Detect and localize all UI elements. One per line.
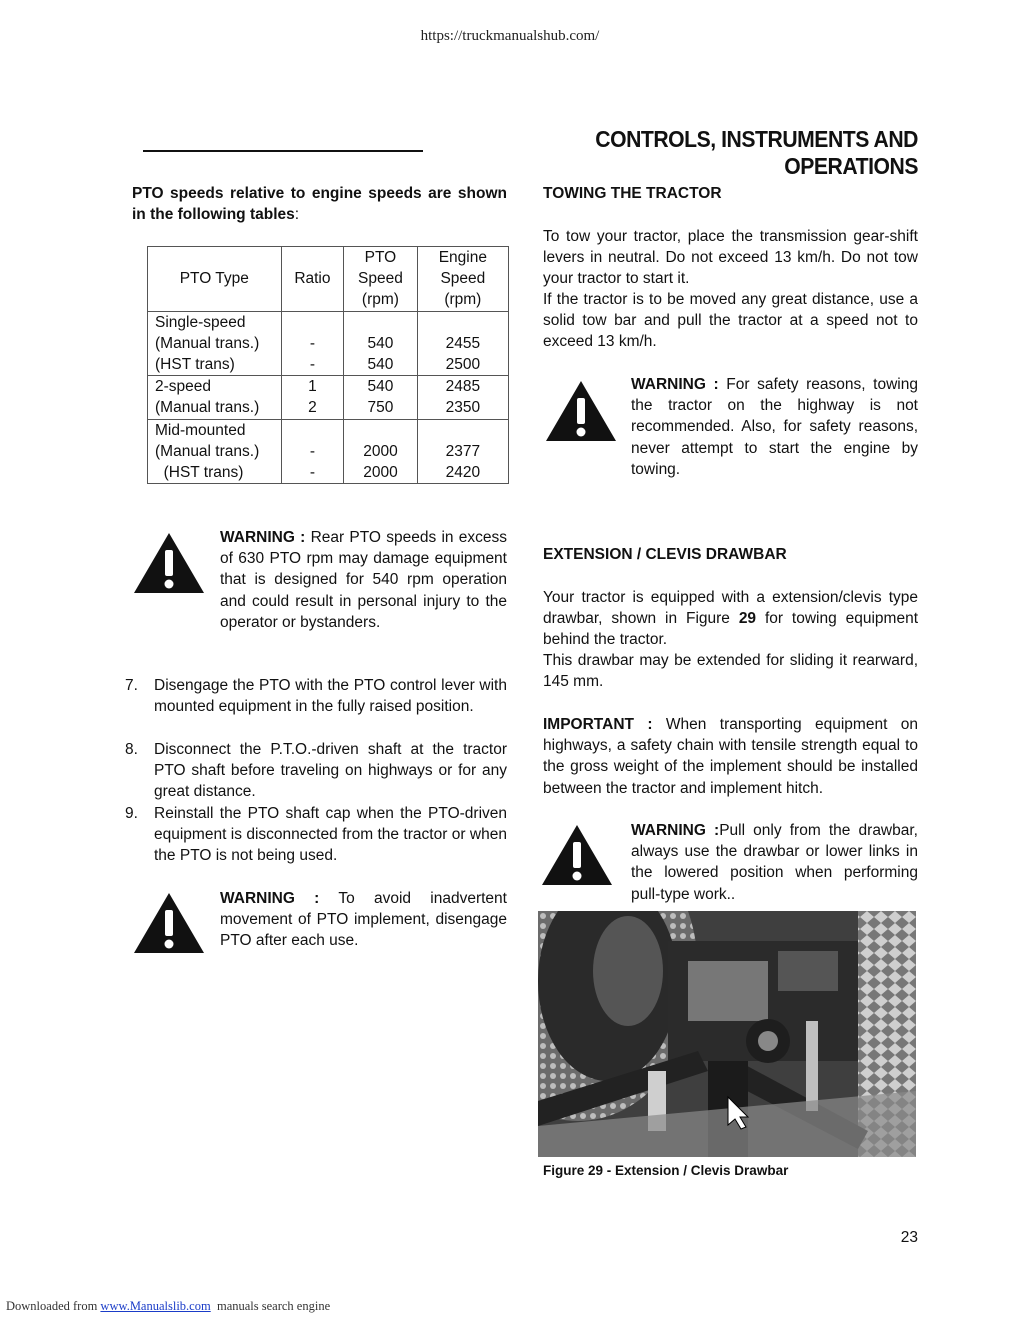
table-row <box>148 376 509 419</box>
section-title: CONTROLS, INSTRUMENTS AND OPERATIONS <box>595 126 918 179</box>
cell-pto-speed: 540 750 <box>344 376 418 419</box>
list-item: 9. Reinstall the PTO shaft cap when the PTO-driven equipment is disconnected from the tractor or when the PTO is not being used. <box>125 805 507 865</box>
cell-pto-speed: 2000 2000 <box>344 419 418 484</box>
towing-heading: TOWING THE TRACTOR <box>543 185 722 202</box>
towing-paragraph-1: To tow your tractor, place the transmission gear-shift levers in neutral. Do not exceed 13 km/h. Do not tow your tractor to start it. <box>543 228 918 288</box>
list-item: 8. Disconnect the P.T.O.-driven shaft at the tractor PTO shaft before traveling on highways or for any great distance. <box>125 741 507 801</box>
pto-intro-colon: : <box>294 206 300 224</box>
page-number: 23 <box>900 1229 918 1246</box>
pto-speed-table <box>147 246 509 484</box>
header-engine-speed: Engine Speed (rpm) <box>417 247 508 312</box>
important-label: IMPORTANT : <box>543 716 653 733</box>
warning-triangle-icon <box>131 890 207 956</box>
drawbar-photo <box>538 911 916 1157</box>
table-header-row <box>148 247 509 312</box>
source-url: https://truckmanualshub.com/ <box>420 28 600 44</box>
cell-engine-speed: 2455 2500 <box>417 311 508 376</box>
warning-label: WARNING : <box>631 376 719 393</box>
pto-intro-text: PTO speeds relative to engine speeds are shown in the following tables <box>132 185 507 224</box>
warning-triangle-icon <box>543 378 619 444</box>
warning-drawbar <box>631 820 918 905</box>
header-pto-speed: PTO Speed (rpm) <box>344 247 418 312</box>
cell-type: 2-speed (Manual trans.) <box>148 376 282 419</box>
important-text: When transporting equipment on highways, a safety chain with tensile strength equal to the gross weight of the implement should be installed between the tractor and implement hitch. <box>543 716 918 797</box>
cell-type: Single-speed (Manual trans.) (HST trans) <box>148 311 282 376</box>
warning-label: WARNING : <box>220 890 320 907</box>
header-ratio: Ratio <box>281 247 344 312</box>
warning-pto-disengage <box>220 888 507 952</box>
warning-towing <box>631 374 918 480</box>
cell-ratio: 1 2 <box>281 376 344 419</box>
cell-ratio: - - <box>281 419 344 484</box>
drawbar-paragraph-2: This drawbar may be extended for sliding it rearward, 145 mm. <box>543 652 918 691</box>
drawbar-heading: EXTENSION / CLEVIS DRAWBAR <box>543 546 787 563</box>
warning-label: WARNING : <box>220 529 306 546</box>
warning-text: To avoid inadvertent movement of PTO implement, disengage PTO after each use. <box>220 890 507 950</box>
towing-paragraph-2: If the tractor is to be moved any great distance, use a solid tow bar and pull the tractor at a speed not to exceed 13 km/h. <box>543 291 918 351</box>
warning-triangle-icon <box>539 822 615 888</box>
table-row <box>148 419 509 484</box>
header-rule <box>143 150 423 152</box>
pto-intro <box>132 183 507 225</box>
warning-text: Pull only from the drawbar, always use the drawbar or lower links in the lowered position when performing pull-type work.. <box>631 822 918 903</box>
list-item: 7. Disengage the PTO with the PTO control lever with mounted equipment in the fully raised position. <box>125 677 507 716</box>
warning-text: Rear PTO speeds in excess of 630 PTO rpm may damage equipment that is designed for 540 rpm operation and could result in personal injury to the operator or bystanders. <box>220 529 507 631</box>
warning-text: For safety reasons, towing the tractor on the highway is not recommended. Also, for safety reasons, never attempt to start the engine by towing. <box>631 376 918 478</box>
cell-ratio: - - <box>281 311 344 376</box>
cell-engine-speed: 2485 2350 <box>417 376 508 419</box>
figure-reference: 29 <box>738 610 757 628</box>
warning-triangle-icon <box>131 530 207 596</box>
important-note <box>543 714 918 799</box>
download-footer: Downloaded from www.Manualslib.com manuals search engine <box>6 1299 331 1313</box>
table-row <box>148 311 509 376</box>
cell-type: Mid-mounted (Manual trans.) (HST trans) <box>148 419 282 484</box>
warning-rear-pto <box>220 527 507 633</box>
cell-engine-speed: 2377 2420 <box>417 419 508 484</box>
manualslib-link[interactable]: www.Manualslib.com <box>100 1299 211 1313</box>
header-pto-type: PTO Type <box>148 247 282 312</box>
drawbar-paragraph-1: Your tractor is equipped with a extension/clevis type drawbar, shown in Figure 29 for towing equipment behind the tractor. <box>543 589 918 649</box>
figure-caption: Figure 29 - Extension / Clevis Drawbar <box>543 1163 789 1178</box>
warning-label: WARNING : <box>631 822 720 839</box>
cell-pto-speed: 540 540 <box>344 311 418 376</box>
